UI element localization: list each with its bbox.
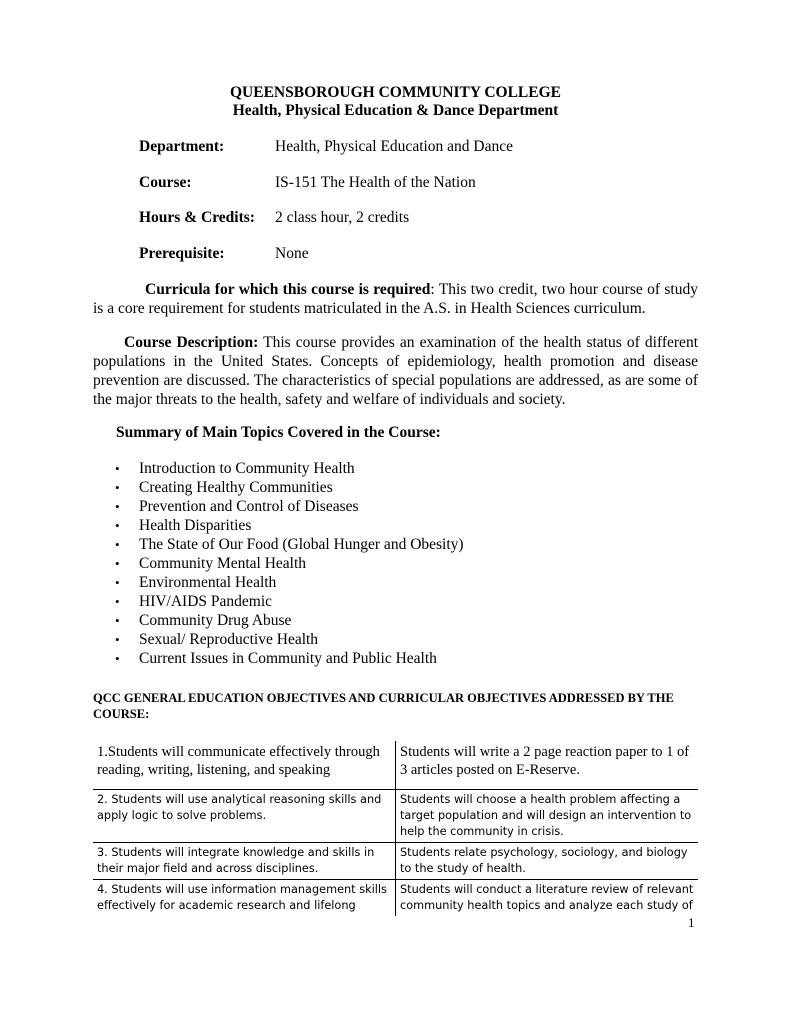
course-label: Course:	[139, 174, 192, 191]
bullet-icon: •	[115, 575, 120, 590]
prerequisite-value: None	[275, 245, 309, 262]
topic-item	[113, 478, 464, 497]
curricula-heading: Curricula for which this course is required	[145, 281, 431, 298]
objective-cell: 1.Students will communicate effectively through reading, writing, listening, and speaking	[93, 741, 396, 790]
outcome-cell: Students relate psychology, sociology, and biology to the study of health.	[396, 843, 699, 880]
topic-item	[113, 649, 464, 668]
topic-item	[113, 630, 464, 649]
topic-label: Prevention and Control of Diseases	[139, 498, 359, 515]
objective-cell: 2. Students will use analytical reasoning skills and apply logic to solve problems.	[93, 790, 396, 843]
description-heading: Course Description:	[124, 334, 259, 351]
department-label: Department:	[139, 138, 225, 155]
description-text: This course provides an examination of the health status of different populations in the United States. Concepts of epidemiology, health promotion and disease prevention are discussed. The characteristics of special populations are addressed, as are some of the major threats to the health, safety and welfare of individuals and society.	[93, 334, 698, 408]
bullet-icon: •	[115, 556, 120, 571]
bullet-icon: •	[115, 537, 120, 552]
topic-label: HIV/AIDS Pandemic	[139, 593, 273, 610]
topic-item	[113, 516, 464, 535]
topic-label: Current Issues in Community and Public Health	[139, 650, 437, 667]
objective-cell: 4. Students will use information management skills effectively for academic research and lifelong	[93, 880, 396, 917]
description-paragraph	[93, 333, 698, 409]
objectives-table	[93, 741, 698, 916]
page-number: 1	[688, 915, 695, 930]
bullet-icon: •	[115, 613, 120, 628]
topic-item	[113, 611, 464, 630]
topic-item	[113, 592, 464, 611]
topic-label: Environmental Health	[139, 574, 277, 591]
bullet-icon: •	[115, 480, 120, 495]
curricula-text: : This two credit, two hour course of study is a core requirement for students matriculated in the A.S. in Health Sciences curriculum.	[93, 281, 698, 317]
objective-cell: 3. Students will integrate knowledge and skills in their major field and across disciplines.	[93, 843, 396, 880]
topic-item	[113, 573, 464, 592]
topic-item	[113, 459, 464, 478]
department-value: Health, Physical Education and Dance	[275, 138, 514, 155]
bullet-icon: •	[115, 651, 120, 666]
table-row	[93, 880, 698, 917]
topic-label: Creating Healthy Communities	[139, 479, 333, 496]
table-row	[93, 741, 698, 790]
bullet-icon: •	[115, 594, 120, 609]
department-title: Health, Physical Education & Dance Department	[232, 102, 559, 119]
topic-item	[113, 497, 464, 516]
topic-label: Introduction to Community Health	[139, 460, 355, 477]
objectives-heading: QCC GENERAL EDUCATION OBJECTIVES AND CURRICULAR OBJECTIVES ADDRESSED BY THE COURSE:	[93, 691, 674, 721]
topic-label: The State of Our Food (Global Hunger and Obesity)	[139, 536, 464, 553]
outcome-cell: Students will write a 2 page reaction paper to 1 of 3 articles posted on E-Reserve.	[396, 741, 699, 790]
college-title: QUEENSBOROUGH COMMUNITY COLLEGE	[230, 84, 561, 101]
hours-credits-label: Hours & Credits:	[139, 209, 255, 226]
table-row	[93, 790, 698, 843]
table-row	[93, 843, 698, 880]
bullet-icon: •	[115, 461, 120, 476]
topic-label: Sexual/ Reproductive Health	[139, 631, 319, 648]
outcome-cell: Students will choose a health problem affecting a target population and will design an intervention to help the community in crisis.	[396, 790, 699, 843]
bullet-icon: •	[115, 632, 120, 647]
summary-heading: Summary of Main Topics Covered in the Course:	[116, 424, 441, 441]
topic-label: Community Drug Abuse	[139, 612, 292, 629]
topic-item	[113, 554, 464, 573]
topic-label: Health Disparities	[139, 517, 252, 534]
curricula-paragraph	[93, 280, 698, 318]
topics-list	[113, 459, 464, 668]
prerequisite-label: Prerequisite:	[139, 245, 225, 262]
hours-credits-value: 2 class hour, 2 credits	[275, 209, 410, 226]
outcome-cell: Students will conduct a literature review of relevant community health topics and analyze each study of	[396, 880, 699, 917]
topic-item	[113, 535, 464, 554]
bullet-icon: •	[115, 518, 120, 533]
course-value: IS-151 The Health of the Nation	[275, 174, 476, 191]
bullet-icon: •	[115, 499, 120, 514]
topic-label: Community Mental Health	[139, 555, 307, 572]
